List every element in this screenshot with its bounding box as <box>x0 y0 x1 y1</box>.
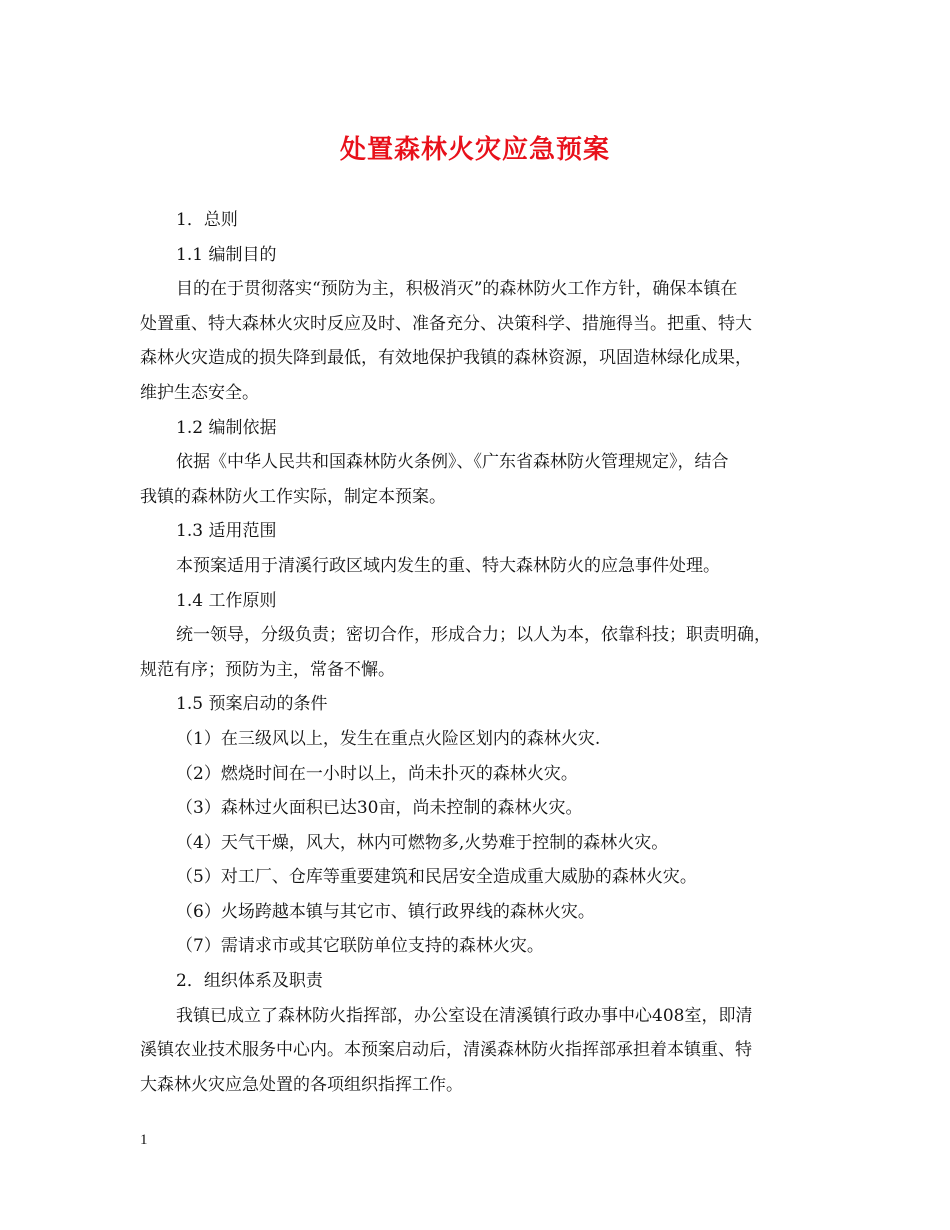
section-heading: 2．组织体系及职责 <box>176 971 323 992</box>
subsection-heading: 1.3 适用范围 <box>176 521 277 542</box>
paragraph-line: 森林火灾造成的损失降到最低，有效地保护我镇的森林资源，巩固造林绿化成果， <box>140 348 752 369</box>
list-item: （7）需请求市或其它联防单位支持的森林火灾。 <box>176 936 544 957</box>
subsection-heading: 1.5 预案启动的条件 <box>176 694 328 715</box>
subsection-heading: 1.1 编制目的 <box>176 244 277 265</box>
paragraph-line: 依据《中华人民共和国森林防火条例》、《广东省森林防火管理规定》，结合 <box>176 452 729 473</box>
list-item: （5）对工厂、仓库等重要建筑和民居安全造成重大威胁的森林火灾。 <box>176 867 697 888</box>
document-body <box>140 203 830 1102</box>
paragraph-line: 我镇已成立了森林防火指挥部，办公室设在清溪镇行政办事中心408室，即清 <box>176 1005 753 1026</box>
list-item: （4）天气干燥，风大，林内可燃物多,火势难于控制的森林火灾。 <box>176 832 669 853</box>
document-title: 处置森林火灾应急预案 <box>339 135 610 165</box>
paragraph-line: 大森林火灾应急处置的各项组织指挥工作。 <box>140 1074 463 1095</box>
list-item: （6）火场跨越本镇与其它市、镇行政界线的森林火灾。 <box>176 901 595 922</box>
paragraph-line: 目的在于贯彻落实“预防为主，积极消灭”的森林防火工作方针，确保本镇在 <box>176 279 738 300</box>
paragraph-line: 溪镇农业技术服务中心内。本预案启动后，清溪森林防火指挥部承担着本镇重、特 <box>140 1040 752 1061</box>
section-heading: 1．总则 <box>176 210 238 230</box>
subsection-heading: 1.2 编制依据 <box>176 417 277 438</box>
paragraph-line: 我镇的森林防火工作实际，制定本预案。 <box>140 486 446 507</box>
subsection-heading: 1.4 工作原则 <box>176 590 277 611</box>
list-item: （1）在三级风以上，发生在重点火险区划内的森林火灾. <box>176 728 601 749</box>
paragraph-line: 本预案适用于清溪行政区域内发生的重、特大森林防火的应急事件处理。 <box>176 555 720 576</box>
page-number: 1 <box>140 1132 148 1148</box>
paragraph-line: 处置重、特大森林火灾时反应及时、准备充分、决策科学、措施得当。把重、特大 <box>140 313 752 334</box>
list-item: （3）森林过火面积已达30亩，尚未控制的森林火灾。 <box>176 798 583 819</box>
list-item: （2）燃烧时间在一小时以上，尚未扑灭的森林火灾。 <box>176 763 578 784</box>
paragraph-line: 规范有序；预防为主，常备不懈。 <box>140 659 395 680</box>
paragraph-line: 维护生态安全。 <box>140 382 259 403</box>
paragraph-line: 统一领导，分级负责；密切合作，形成合力；以人为本，依靠科技；职责明确， <box>176 625 771 646</box>
